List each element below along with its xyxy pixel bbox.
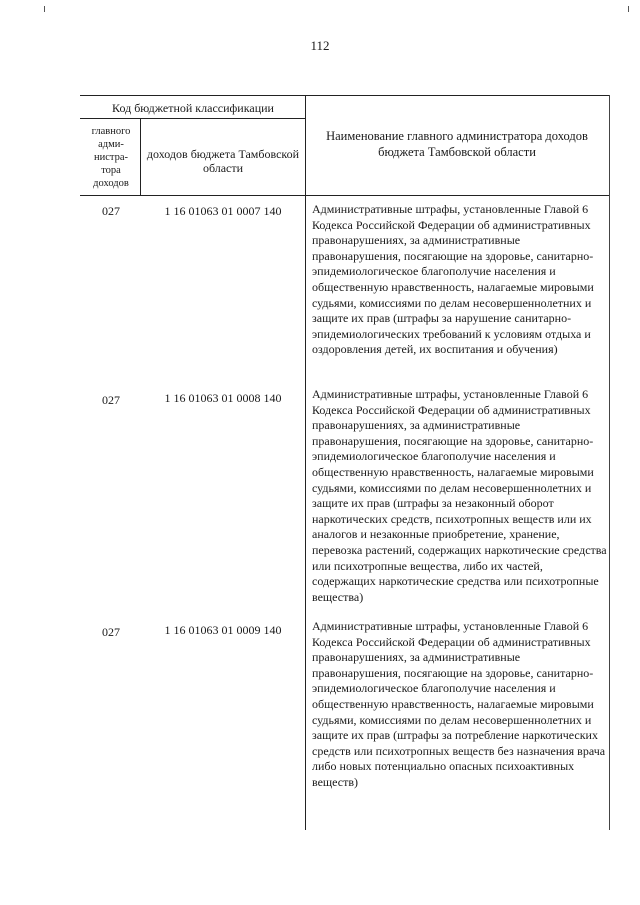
row-admin-code: 027 bbox=[102, 204, 120, 218]
row-admin-code: 027 bbox=[102, 625, 120, 639]
table-top-border bbox=[80, 95, 610, 96]
header-admin-line: адми- bbox=[98, 139, 124, 150]
header-bottom-border bbox=[80, 195, 610, 196]
header-admin-column bbox=[82, 125, 140, 190]
page-number: 112 bbox=[310, 38, 330, 53]
row-description: Административные штрафы, установленные Главой 6 Кодекса Российской Федерации об административных правонарушениях, за административные правонарушения, посягающие на здоровье, санитарно-эпидемиологическое благополучие населения и общественную нравственность, налагаемые мировыми судьями, комиссиями по делам несовершеннолетних и защите их прав (штрафы за нарушение санитарно-эпидемиологических требований к условиям отдыха и оздоровления детей, их воспитания и обучения) bbox=[312, 202, 594, 357]
header-admin-line: тора bbox=[101, 165, 121, 176]
header-name-column: Наименование главного администратора доходов бюджета Тамбовской области bbox=[326, 129, 588, 159]
header-admin-line: доходов bbox=[93, 178, 129, 189]
row-description: Административные штрафы, установленные Главой 6 Кодекса Российской Федерации об административных правонарушениях, за административные правонарушения, посягающие на здоровье, санитарно-эпидемиологическое благополучие населения и общественную нравственность, налагаемые мировыми судьями, комиссиями по делам несовершеннолетних и защите их прав (штрафы за незаконный оборот наркотических средств, психотропных веществ или их аналогов и незаконные приобретение, хранение, перевозка растений, содержащих наркотические средства или психотропные вещества, либо их частей, содержащих наркотические средства или психотропные вещества) bbox=[312, 387, 607, 604]
header-admin-line: нистра- bbox=[93, 152, 129, 163]
header-admin-line: главного bbox=[91, 126, 131, 137]
row-description: Административные штрафы, установленные Главой 6 Кодекса Российской Федерации об административных правонарушениях, за административные правонарушения, посягающие на здоровье, санитарно-эпидемиологическое благополучие населения и общественную нравственность, налагаемые мировыми судьями, комиссиями по делам несовершеннолетних и защите их прав (штрафы за потребление наркотических средств или психотропных веществ без назначения врача либо новых потенциально опасных психоактивных веществ) bbox=[312, 619, 606, 789]
col-divider-admin bbox=[140, 118, 141, 195]
header-income-column: доходов бюджета Тамбовской области bbox=[146, 147, 300, 175]
col-divider-right bbox=[609, 95, 610, 830]
scan-mark-left bbox=[44, 6, 45, 12]
scan-mark-right bbox=[628, 6, 629, 12]
group-title-divider bbox=[80, 118, 305, 119]
header-group-title: Код бюджетной классификации bbox=[112, 101, 274, 115]
row-budget-code: 1 16 01063 01 0008 140 bbox=[164, 391, 282, 405]
row-budget-code: 1 16 01063 01 0007 140 bbox=[164, 204, 282, 218]
col-divider-code bbox=[305, 95, 306, 830]
row-admin-code: 027 bbox=[102, 393, 120, 407]
row-budget-code: 1 16 01063 01 0009 140 bbox=[164, 623, 282, 637]
